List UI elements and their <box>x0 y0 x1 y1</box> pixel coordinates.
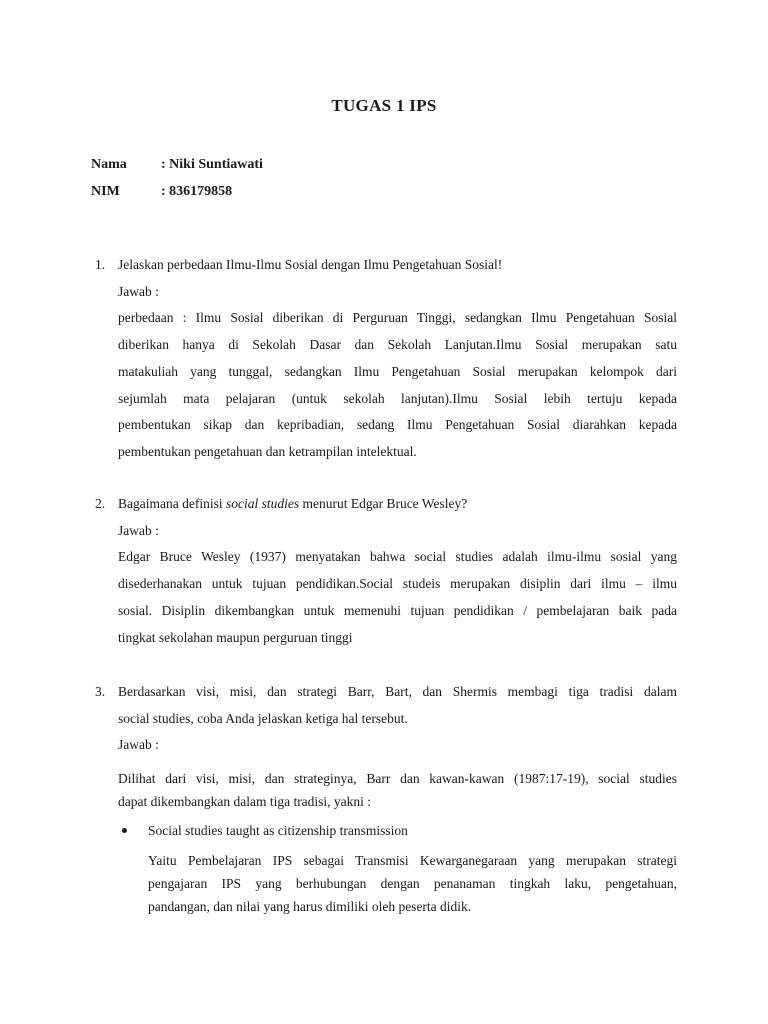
name-row <box>91 157 263 173</box>
question-text-start: Bagaimana definisi <box>118 496 226 511</box>
answer-line: Dilihat dari visi, misi, dan strateginya, Barr dan kawan-kawan (1987:17-19), social studies <box>118 771 677 787</box>
question-number: 3. <box>95 684 106 699</box>
answer-label: Jawab : <box>118 522 159 538</box>
bullet-line: Yaitu Pembelajaran IPS sebagai Transmisi Kewarganegaraan yang merupakan strategi <box>148 853 677 869</box>
answer-line: diberikan hanya di Sekolah Dasar dan Sekolah Lanjutan.Ilmu Sosial merupakan satu <box>118 337 677 353</box>
answer-label: Jawab : <box>118 283 159 299</box>
question-3 <box>95 679 677 918</box>
nim-value: : 836179858 <box>161 184 233 199</box>
question-text: Berdasarkan visi, misi, dan strategi Barr, Bart, dan Shermis membagi tiga tradisi dalam <box>118 684 677 699</box>
answer-line: perbedaan : Ilmu Sosial diberikan di Perguruan Tinggi, sedangkan Ilmu Pengetahuan Sosial <box>118 310 677 326</box>
question-text: social studies, coba Anda jelaskan ketiga hal tersebut. <box>118 710 408 726</box>
bullet-item <box>118 819 677 842</box>
answer-line: dapat dikembangkan dalam tiga tradisi, yakni : <box>118 794 372 810</box>
nim-row <box>91 184 232 200</box>
name-value: : Niki Suntiawati <box>161 157 263 172</box>
bullet-text: Social studies taught as citizenship transmission <box>148 823 408 839</box>
answer-line: sejumlah mata pelajaran (untuk sekolah lanjutan).Ilmu Sosial lebih tertuju kepada <box>118 390 677 406</box>
answer-line: disederhanakan untuk tujuan pendidikan.Social studeis merupakan disiplin dari ilmu – ilmu <box>118 576 677 592</box>
answer-line: sosial. Disiplin dikembangkan untuk memenuhi tujuan pendidikan / pembelajaran baik pada <box>118 602 677 618</box>
answer-line: pembentukan pengetahuan dan ketrampilan intelektual. <box>118 443 417 459</box>
question-text-end: menurut Edgar Bruce Wesley? <box>299 496 468 511</box>
answer-label: Jawab : <box>118 737 159 753</box>
question-2 <box>95 491 677 651</box>
document-title: TUGAS 1 IPS <box>331 96 437 115</box>
bullet-line: pandangan, dan nilai yang harus dimiliki oleh peserta didik. <box>148 899 472 915</box>
nim-label: NIM <box>91 184 120 199</box>
answer-line: Edgar Bruce Wesley (1937) menyatakan bahwa social studies adalah ilmu-ilmu sosial yang <box>118 549 677 565</box>
question-text <box>118 491 677 518</box>
question-number: 2. <box>95 496 106 511</box>
bullet-line: pengajaran IPS yang berhubungan dengan penanaman tingkah laku, pengetahuan, <box>148 876 677 892</box>
answer-line: pembentukan sikap dan kepribadian, sedang Ilmu Pengetahuan Sosial diarahkan kepada <box>118 417 677 433</box>
name-label: Nama <box>91 157 127 172</box>
question-text-italic: social studies <box>225 496 300 511</box>
answer-line: tingkat sekolahan maupun perguruan tinggi <box>118 629 353 645</box>
question-number: 1. <box>95 257 106 272</box>
question-text: Jelaskan perbedaan Ilmu-Ilmu Sosial dengan Ilmu Pengetahuan Sosial! <box>118 257 503 272</box>
bullet-icon <box>122 828 127 833</box>
question-1 <box>95 252 677 466</box>
answer-line: matakuliah yang tunggal, sedangkan Ilmu Pengetahuan Sosial merupakan kelompok dari <box>118 363 677 379</box>
